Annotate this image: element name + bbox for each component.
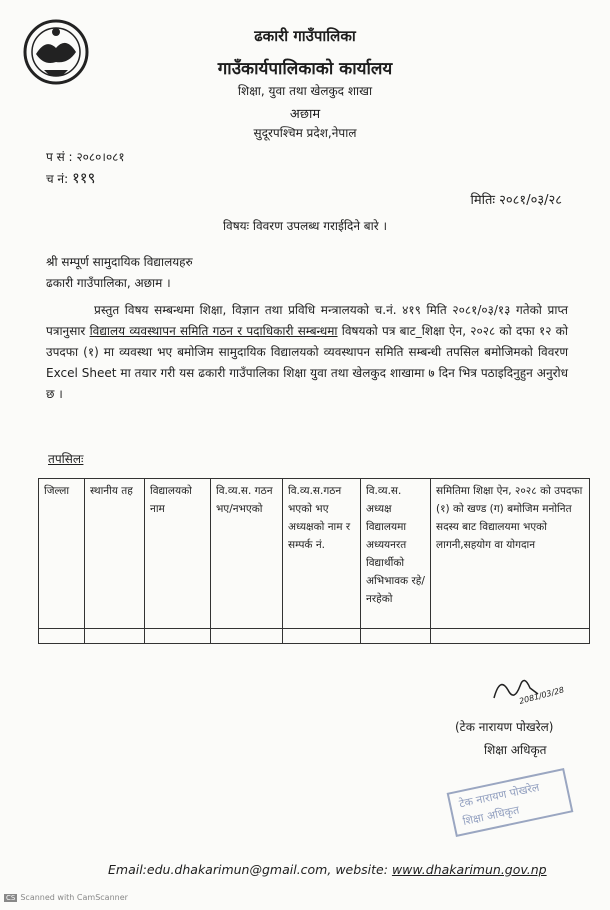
signature-date: 2081/03/28 <box>518 685 566 706</box>
official-stamp <box>447 768 574 837</box>
email-label: Email: <box>108 862 147 877</box>
addressee-line-1: श्री सम्पूर्ण सामुदायिक विद्यालयहरु <box>46 255 193 269</box>
office-name: गाउँकार्यपालिकाको कार्यालय <box>217 59 393 79</box>
letter-body <box>46 300 568 405</box>
province-name: सुदूरपश्चिम प्रदेश,नेपाल <box>253 126 357 140</box>
section-name: शिक्षा, युवा तथा खेलकुद शाखा <box>237 84 373 98</box>
chalani-number <box>46 168 95 188</box>
chalani-value: ११९ <box>71 169 96 187</box>
signatory-title: शिक्षा अधिकृत <box>484 743 547 757</box>
stamp-line-1: टेक नारायण पोखरेल <box>457 780 541 811</box>
district-name: अछाम <box>289 107 321 122</box>
col-nominated-contribution: समितिमा शिक्षा ऐन, २०२८ को उपदफा (१) को खण्ड (ग) बमोजिम मनोनित सदस्य बाट विद्यालयमा भएको लागनी,सहयोग वा योगदान <box>431 479 590 629</box>
addressee-line-2: ढकारी गाउँपालिका, अछाम । <box>46 276 171 290</box>
chalani-label: च नं: <box>46 172 69 186</box>
col-chair-guardian: वि.व्य.स. अध्यक्ष विद्यालयमा अध्ययनरत विद्यार्थीको अभिभावक रहे/नरहेको <box>361 479 431 629</box>
table-header-row <box>39 479 590 629</box>
table-row <box>39 629 590 644</box>
municipality-name: ढकारी गाउँपालिका <box>254 27 356 45</box>
patra-sankhya-label: प सं : <box>46 150 73 164</box>
body-underlined: विद्यालय व्यवस्थापन समिति गठन र पदाधिकारी सम्बन्धमा <box>89 324 338 338</box>
camscanner-icon: CS <box>6 894 16 902</box>
col-smc-formed: वि.व्य.स. गठन भए/नभएको <box>211 479 283 629</box>
col-local-level: स्थानीय तह <box>85 479 145 629</box>
body-part-2: विषयको पत्र बाट_शिक्षा ऐन, २०२८ को दफा १२ को उपदफा (१) मा व्यवस्था भए बमोजिम सामुदायिक विद्यालयको व्यवस्थापन समिति सम्बन्धी तपसिल बमोजिमको विवरण Excel Sheet मा तयार गरी यस ढकारी गाउँपालिका शिक्षा युवा तथा खेलकुद शाखामा ७ दिन भित्र पठाइदिनुहुन अनुरोध छ । <box>46 324 568 401</box>
footer-contact <box>108 862 547 877</box>
signature-scribble <box>490 668 566 708</box>
letter-subject: विषयः विवरण उपलब्ध गराईदिने बारे । <box>222 219 388 233</box>
col-chair-contact: वि.व्य.स.गठन भएको भए अध्यक्षको नाम र सम्पर्क नं. <box>283 479 361 629</box>
col-school-name: विद्यालयको नाम <box>145 479 211 629</box>
table-label: तपसिलः <box>48 452 84 466</box>
body-part-1: प्रस्तुत विषय सम्बन्धमा शिक्षा, विज्ञान तथा प्रविधि मन्त्रालयको च.नं. ४१९ मिति २०८१/०३/१३ गतेको प्राप्त पत्रानुसार <box>46 303 568 338</box>
stamp-line-2: शिक्षा अधिकृत <box>461 803 521 829</box>
website-label: , website: <box>327 862 392 877</box>
email-address[interactable]: edu.dhakarimun@gmail.com <box>146 862 328 877</box>
col-district: जिल्ला <box>39 479 85 629</box>
signatory-name: (टेक नारायण पोखरेल) <box>455 720 554 734</box>
patra-sankhya-value: २०८०।०८१ <box>76 150 125 164</box>
date-label: मितिः <box>470 193 496 208</box>
details-table <box>38 478 590 644</box>
website-link[interactable]: www.dhakarimun.gov.np <box>391 862 547 877</box>
letter-date <box>470 190 562 208</box>
scanner-note: Scanned with CamScanner <box>20 893 128 902</box>
patra-sankhya <box>46 148 125 165</box>
date-value: २०८१/०३/२८ <box>499 193 562 208</box>
scanner-watermark <box>4 893 128 902</box>
